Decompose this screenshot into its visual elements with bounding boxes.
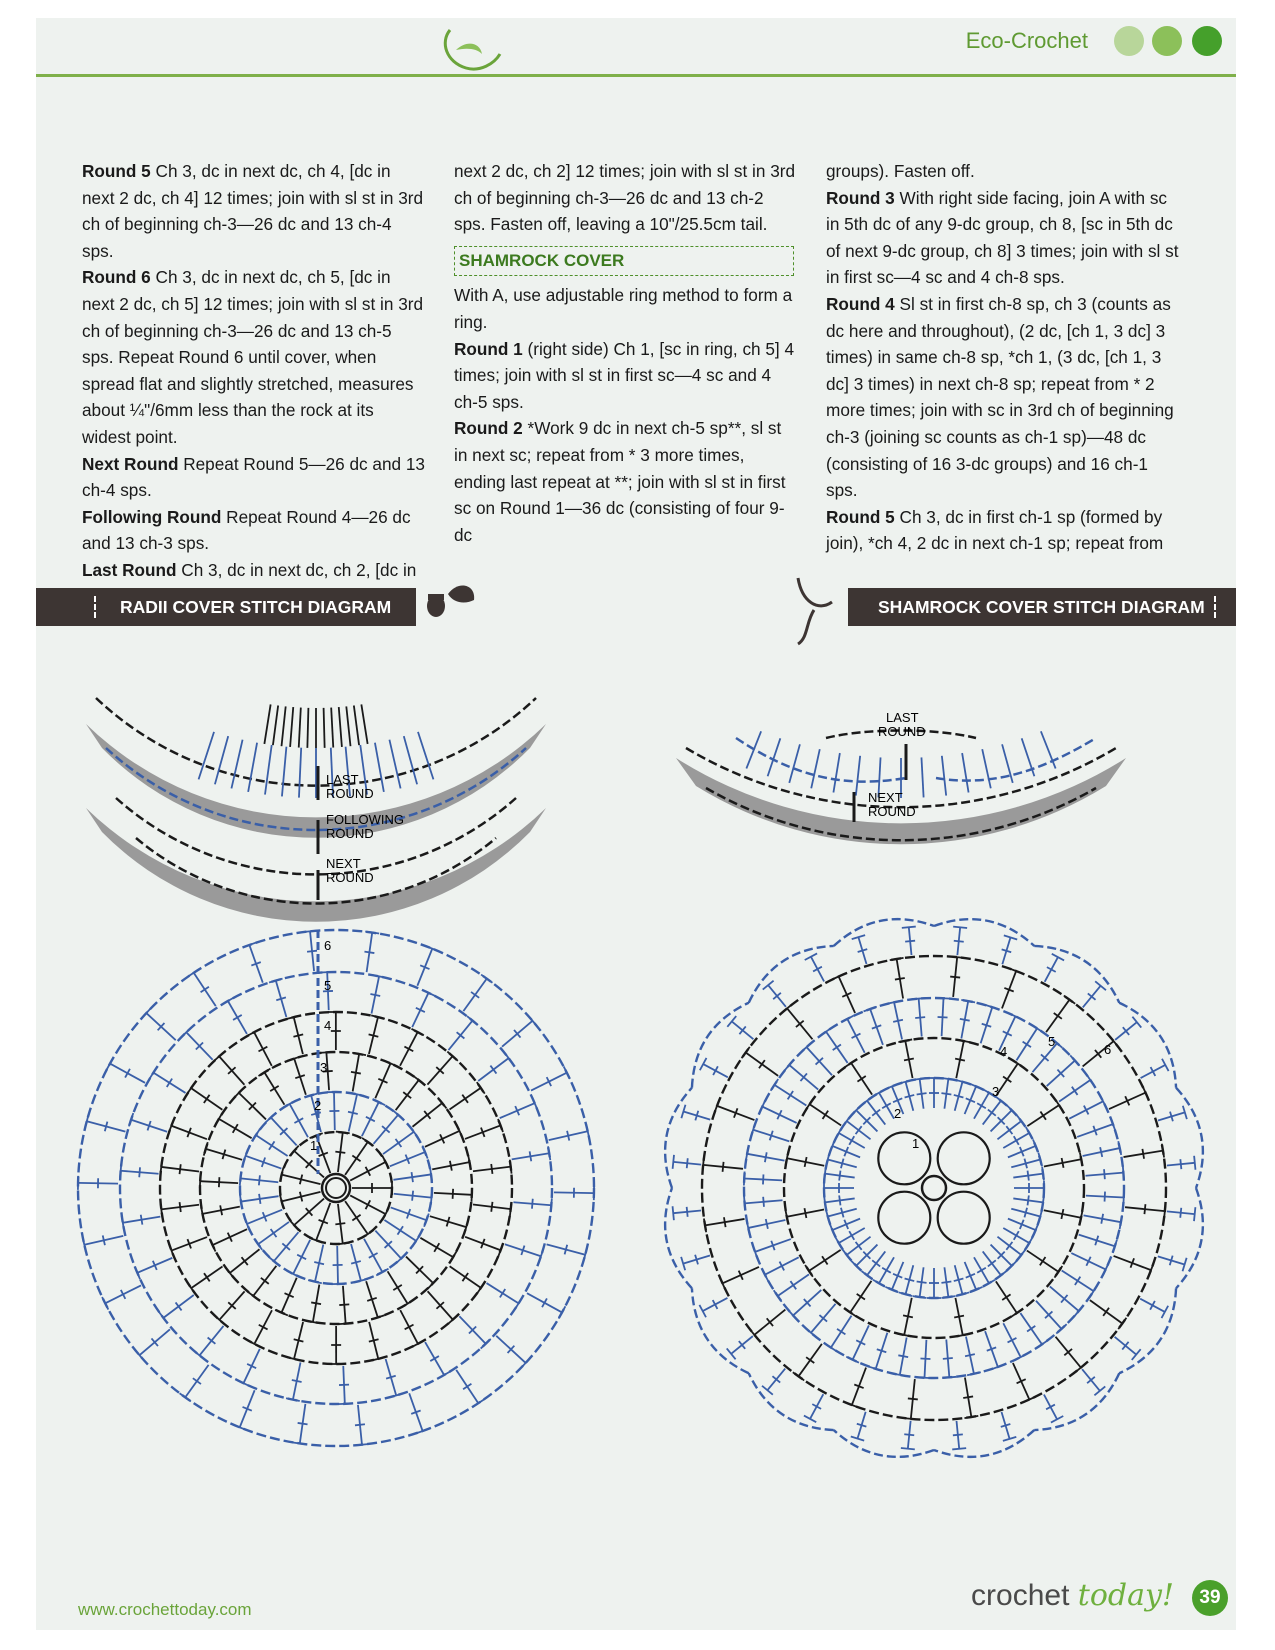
acorn-leaf-icon	[420, 574, 480, 628]
accent-dot	[1152, 26, 1182, 56]
stitch-diagrams-canvas	[36, 658, 1236, 1608]
round-number: 4	[1000, 1044, 1008, 1059]
round-text: Ch 3, dc in next dc, ch 2, [dc in	[176, 559, 417, 580]
round-label: Next Round	[82, 453, 179, 474]
header-rule	[36, 74, 1236, 77]
page-number: 39	[1192, 1580, 1228, 1616]
round-number: 2	[314, 1098, 322, 1113]
round-label: Round 2	[454, 418, 523, 439]
footer-brand	[971, 1578, 1174, 1613]
round-number: 3	[992, 1084, 1000, 1099]
round-number: 5	[324, 978, 332, 993]
text-column-2	[454, 158, 799, 548]
paragraph	[82, 451, 427, 504]
arc-label: FOLLOWING	[326, 812, 405, 827]
round-number: 6	[324, 938, 332, 953]
shamrock-circle-diagram	[665, 919, 1203, 1457]
round-number: 4	[324, 1018, 332, 1033]
round-text: (right side) Ch 1, [sc in ring, ch 5] 4 times; join with sl st in first sc—4 sc and 4 ch-5 sps.	[454, 338, 795, 412]
paragraph	[826, 291, 1181, 504]
arc-label: ROUND	[878, 724, 926, 739]
arc-label: ROUND	[326, 786, 374, 801]
round-text: *Work 9 dc in next ch-5 sp**, sl st in next sc; repeat from * 3 more times, ending last repeat at **; join with sl st in first sc on Round 1—36 dc (consisting of four 9-dc	[454, 418, 786, 545]
arc-label: LAST	[326, 772, 359, 787]
paragraph	[454, 415, 799, 548]
round-number: 6	[1104, 1042, 1112, 1057]
round-label: Following Round	[82, 506, 222, 527]
round-label: Round 3	[826, 187, 895, 208]
arc-label: ROUND	[868, 804, 916, 819]
paragraph: next 2 dc, ch 2] 12 times; join with sl st in 3rd ch of beginning ch-3—26 dc and 13 ch-2 sps. Fasten off, leaving a 10"/25.5cm tail.	[454, 161, 796, 235]
round-label: Round 1	[454, 338, 523, 359]
dash-divider	[1214, 596, 1216, 618]
paragraph	[454, 336, 799, 416]
paragraph	[826, 185, 1181, 291]
paragraph	[454, 282, 799, 335]
radii-diagram-title: RADII COVER STITCH DIAGRAM	[120, 597, 392, 617]
round-text: Sl st in first ch-8 sp, ch 3 (counts as dc here and throughout), (2 dc, [ch 1, 3 dc] 3 times) in same ch-8 sp, *ch 1, (3 dc, [ch 1, 3 dc] 3 times) in next ch-8 sp; repeat from * 2 more times; join with sc in 3rd ch of beginning ch-3 (joining sc counts as ch-1 sp)—48 dc (consisting of 16 3-dc groups) and 16 ch-1 sps.	[826, 293, 1174, 501]
round-number: 1	[310, 1138, 318, 1153]
section-heading: SHAMROCK COVER	[454, 246, 794, 277]
paragraph	[82, 504, 427, 557]
round-label: Round 5	[82, 161, 151, 181]
round-text: Repeat Round 4—26 dc and 13 ch-3 sps.	[82, 506, 411, 554]
round-number: 2	[894, 1106, 902, 1121]
round-label: Round 4	[826, 293, 895, 314]
paragraph	[826, 504, 1181, 557]
paragraph	[826, 158, 1181, 185]
arc-label: LAST	[886, 710, 919, 725]
radii-circle-diagram	[78, 930, 594, 1446]
radii-diagram-title-bar	[36, 588, 416, 626]
round-text: Ch 3, dc in next dc, ch 5, [dc in next 2 dc, ch 5] 12 times; join with sl st in 3rd ch of beginning ch-3—26 dc and 13 ch-5 sps. Repeat Round 6 until cover, when spread flat and slightly stretched, measures about ¼"/6mm less than the rock at its widest point.	[82, 267, 424, 447]
shamrock-diagram-title: SHAMROCK COVER STITCH DIAGRAM	[878, 597, 1205, 617]
paragraph	[82, 557, 427, 584]
brand-word: crochet	[971, 1579, 1070, 1612]
shamrock-round-numbers	[894, 1034, 1111, 1151]
round-text: Ch 3, dc in first ch-1 sp (formed by join), *ch 4, 2 dc in next ch-1 sp; repeat from	[826, 506, 1164, 554]
brand-title: Eco-Crochet	[965, 28, 1088, 53]
round-text: With right side facing, join A with sc in 5th dc of any 9-dc group, ch 8, [sc in 5th dc of next 9-dc group, ch 8] 3 times; join with sl st in first sc—4 sc and 4 ch-8 sps.	[826, 187, 1179, 288]
accent-dot	[1192, 26, 1222, 56]
radii-arc-diagram	[86, 698, 546, 922]
paragraph	[82, 158, 427, 264]
arc-label: ROUND	[326, 870, 374, 885]
round-number: 1	[912, 1136, 920, 1151]
round-text: Ch 3, dc in next dc, ch 4, [dc in next 2 dc, ch 4] 12 times; join with sl st in 3rd ch of beginning ch-3—26 dc and 13 ch-4 sps.	[82, 161, 424, 261]
leaf-swirl-icon	[436, 24, 506, 76]
footer-url[interactable]: www.crochettoday.com	[78, 1600, 252, 1619]
round-text: With A, use adjustable ring method to form a ring.	[454, 285, 793, 332]
text-column-3	[826, 158, 1181, 557]
arc-label: ROUND	[326, 826, 374, 841]
accent-dot	[1114, 26, 1144, 56]
vine-swirl-icon	[788, 572, 838, 652]
shamrock-diagram-title-bar	[848, 588, 1236, 626]
paragraph	[82, 264, 427, 450]
round-number: 5	[1048, 1034, 1056, 1049]
round-text: groups). Fasten off.	[826, 161, 975, 181]
text-column-1	[82, 158, 427, 584]
round-label: Last Round	[82, 559, 177, 580]
dash-divider	[94, 596, 96, 618]
round-label: Round 6	[82, 267, 151, 288]
brand-word: today!	[1077, 1578, 1174, 1613]
arc-label: NEXT	[868, 790, 903, 805]
round-number: 3	[320, 1060, 328, 1075]
shamrock-arc-diagram	[676, 710, 1126, 844]
arc-label: NEXT	[326, 856, 361, 871]
page-header	[36, 18, 1236, 78]
round-text: Repeat Round 5—26 dc and 13 ch-4 sps.	[82, 453, 425, 501]
round-label: Round 5	[826, 506, 895, 527]
magazine-page	[36, 18, 1236, 1630]
